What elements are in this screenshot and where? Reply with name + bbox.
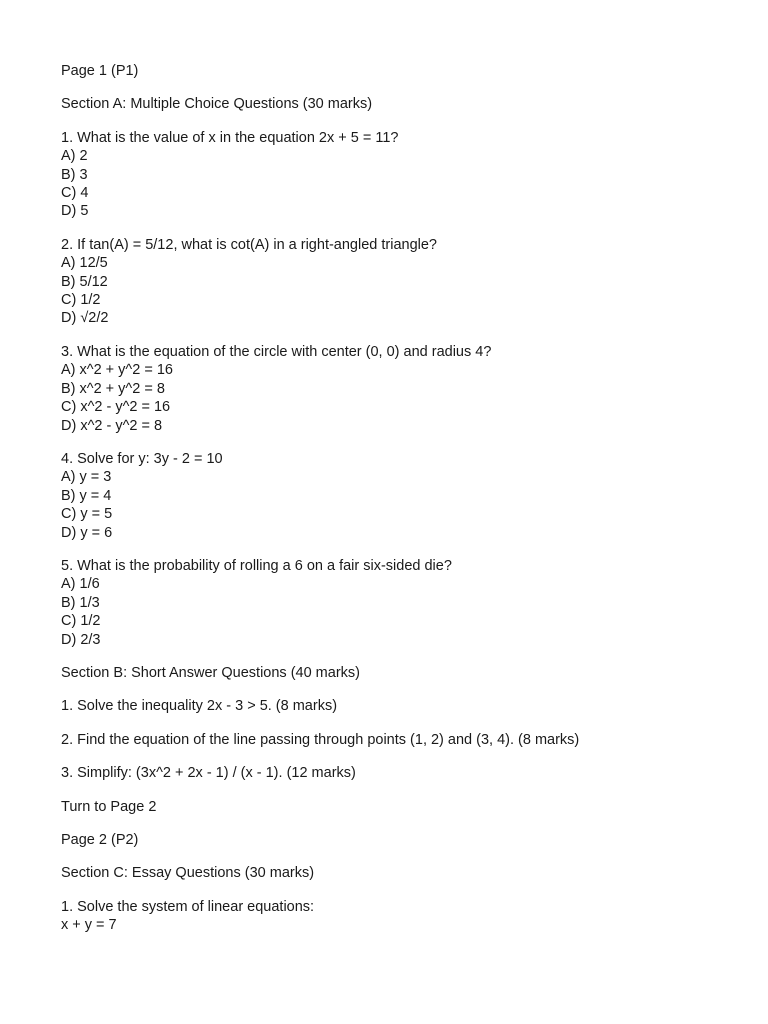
section-c-heading-block — [61, 864, 751, 882]
question-text: 1. Solve the inequality 2x - 3 > 5. (8 marks) — [61, 698, 338, 715]
question-text: 1. Solve the system of linear equations: — [61, 898, 315, 915]
section-b-heading-block — [61, 664, 751, 682]
question-text: 1. What is the value of x in the equation 2x + 5 = 11? — [61, 129, 399, 146]
page-label: Page 1 (P1) — [61, 63, 139, 79]
answer-option: A) 12/5 — [61, 255, 108, 272]
section-heading: Section A: Multiple Choice Questions (30 marks) — [61, 96, 373, 113]
answer-option: B) 5/12 — [61, 273, 108, 290]
essay-question-1 — [61, 898, 751, 935]
answer-option: C) y = 5 — [61, 506, 113, 523]
answer-option: C) 4 — [61, 185, 89, 202]
answer-option: B) y = 4 — [61, 487, 112, 504]
answer-option: A) 1/6 — [61, 576, 100, 593]
turn-page-note — [61, 798, 751, 816]
question-text: 3. Simplify: (3x^2 + 2x - 1) / (x - 1). (12 marks) — [61, 765, 356, 782]
answer-option: D) 2/3 — [61, 631, 101, 648]
short-answer-question-2 — [61, 731, 751, 749]
turn-page-text: Turn to Page 2 — [61, 798, 157, 815]
equation-line: x + y = 7 — [61, 917, 117, 934]
page-1-label-block — [61, 62, 751, 80]
mcq-question-1 — [61, 129, 751, 221]
short-answer-question-1 — [61, 697, 751, 715]
question-text: 4. Solve for y: 3y - 2 = 10 — [61, 450, 223, 467]
mcq-question-5 — [61, 557, 751, 649]
section-heading: Section C: Essay Questions (30 marks) — [61, 865, 315, 882]
page-label: Page 2 (P2) — [61, 832, 139, 848]
answer-option: A) x^2 + y^2 = 16 — [61, 362, 173, 379]
section-a-heading-block — [61, 95, 751, 113]
question-text: 3. What is the equation of the circle with center (0, 0) and radius 4? — [61, 343, 492, 360]
answer-option: C) 1/2 — [61, 613, 101, 630]
page-2-label-block — [61, 831, 751, 849]
answer-option: D) 5 — [61, 203, 89, 220]
question-text: 5. What is the probability of rolling a 6 on a fair six-sided die? — [61, 557, 452, 574]
section-heading: Section B: Short Answer Questions (40 marks) — [61, 664, 360, 681]
mcq-question-2 — [61, 236, 751, 328]
answer-option: D) y = 6 — [61, 524, 113, 541]
answer-option: A) 2 — [61, 148, 88, 165]
answer-option: B) x^2 + y^2 = 8 — [61, 380, 165, 397]
answer-option: C) x^2 - y^2 = 16 — [61, 399, 171, 416]
mcq-question-4 — [61, 450, 751, 542]
short-answer-question-3 — [61, 764, 751, 782]
answer-option: C) 1/2 — [61, 292, 101, 309]
answer-option: D) x^2 - y^2 = 8 — [61, 417, 163, 434]
answer-option: D) √2/2 — [61, 310, 109, 327]
answer-option: B) 1/3 — [61, 594, 100, 611]
answer-option: A) y = 3 — [61, 469, 112, 486]
document-body — [61, 62, 751, 950]
mcq-question-3 — [61, 343, 751, 435]
answer-option: B) 3 — [61, 166, 88, 183]
question-text: 2. If tan(A) = 5/12, what is cot(A) in a right-angled triangle? — [61, 236, 437, 253]
question-text: 2. Find the equation of the line passing through points (1, 2) and (3, 4). (8 marks) — [61, 731, 580, 748]
